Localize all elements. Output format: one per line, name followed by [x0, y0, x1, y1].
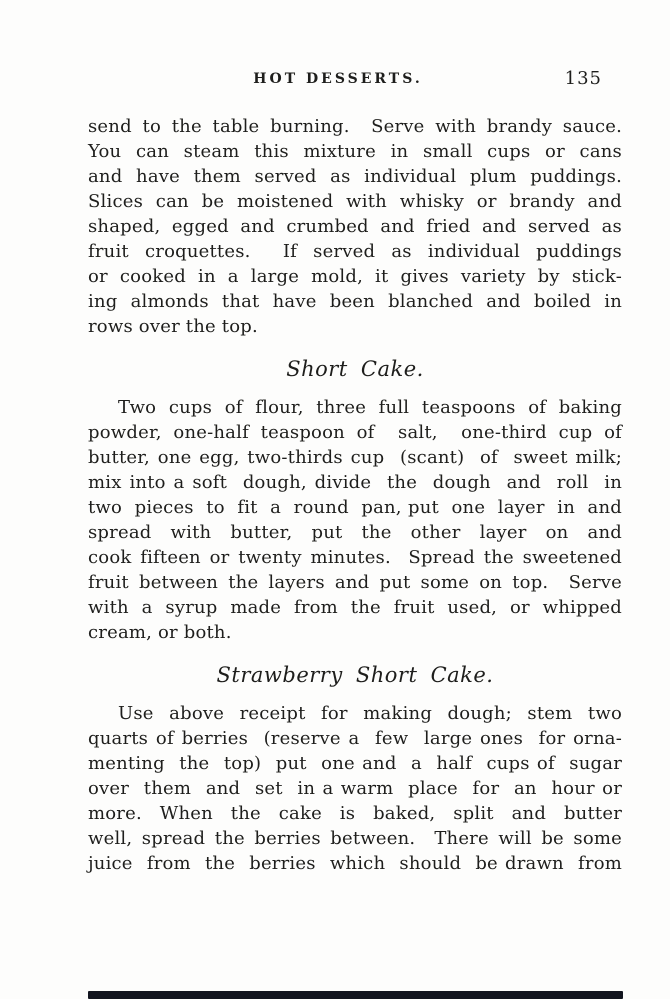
text-line: Use above receipt for making dough; stem two [118, 703, 622, 724]
scan-edge-artifact [88, 991, 623, 999]
text-line: shaped, egged and crumbed and fried and served as [88, 216, 622, 237]
text-line: well, spread the berries between. There will be some [88, 828, 622, 849]
text-line: and have them served as individual plum puddings. [88, 166, 622, 187]
text-line: with a syrup made from the fruit used, or whipped [88, 597, 622, 618]
text-line: fruit croquettes. If served as individual puddings [88, 241, 622, 262]
running-header [88, 68, 622, 92]
paragraph [88, 701, 622, 876]
text-line: send to the table burning. Serve with brandy sauce. [88, 116, 622, 137]
text-line: You can steam this mixture in small cups or cans [88, 141, 622, 162]
text-line: quarts of berries (reserve a few large ones for orna- [88, 728, 622, 749]
text-line: Two cups of flour, three full teaspoons of baking [118, 397, 622, 418]
running-header-title: HOT DESSERTS. [253, 71, 423, 87]
page-body-text [88, 114, 622, 876]
text-line: rows over the top. [88, 316, 258, 337]
text-line: ing almonds that have been blanched and boiled in [88, 291, 622, 312]
text-line: spread with butter, put the other layer on and [88, 522, 622, 543]
text-line: two pieces to fit a round pan, put one layer in and [88, 497, 622, 518]
text-line: Slices can be moistened with whisky or brandy and [88, 191, 622, 212]
page-number: 135 [564, 68, 602, 89]
text-line: juice from the berries which should be drawn from [88, 853, 622, 874]
text-line: fruit between the layers and put some on top. Serve [88, 572, 622, 593]
section-heading: Short Cake. [286, 357, 424, 381]
text-line: more. When the cake is baked, split and butter [88, 803, 622, 824]
text-line: or cooked in a large mold, it gives variety by stick- [88, 266, 622, 287]
text-line: mix into a soft dough, divide the dough and roll in [88, 472, 622, 493]
paragraph [88, 395, 622, 645]
section-heading: Strawberry Short Cake. [216, 663, 494, 687]
text-line: menting the top) put one and a half cups of sugar [88, 753, 622, 774]
text-line: cook fifteen or twenty minutes. Spread the sweetened [88, 547, 622, 568]
text-line: powder, one-half teaspoon of salt, one-third cup of [88, 422, 622, 443]
paragraph [88, 114, 622, 339]
text-line: cream, or both. [88, 622, 232, 643]
text-line: butter, one egg, two-thirds cup (scant) of sweet milk; [88, 447, 622, 468]
text-line: over them and set in a warm place for an hour or [88, 778, 622, 799]
